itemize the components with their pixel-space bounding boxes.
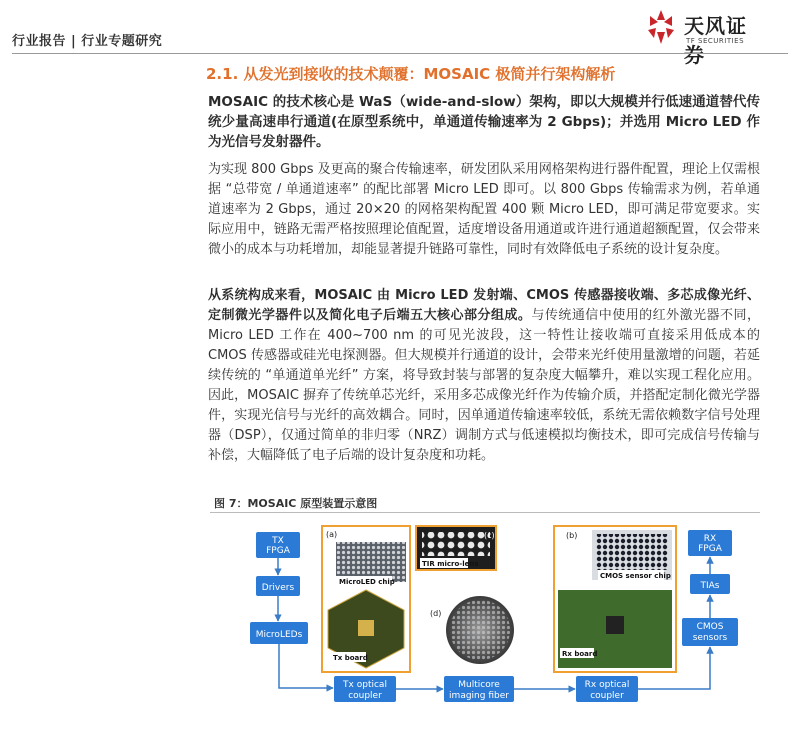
drivers-label: Drivers (261, 583, 295, 593)
svg-text:Tx optical: Tx optical (343, 680, 387, 690)
rx-coupler-block (576, 676, 638, 702)
microleds-block (250, 622, 308, 644)
svg-text:FPGA: FPGA (266, 546, 290, 556)
microled-chip-label: MicroLED chip (339, 578, 395, 586)
svg-text:coupler: coupler (590, 691, 624, 701)
svg-text:coupler: coupler (348, 691, 382, 701)
breadcrumb: 行业报告 | 行业专题研究 (12, 34, 163, 49)
logo-en-text: TF SECURITIES (686, 37, 745, 45)
tx-coupler-block (334, 676, 396, 702)
paragraph-1: MOSAIC 的技术核心是 WaS（wide-and-slow）架构，即以大规模并行低速通道替代传统少量高速串行通道(在原型系统中，单通道传输速率为 2 Gbps)；并选用 Micro LED 作为光信号发射器件。 (208, 94, 760, 150)
tias-label: TIAs (700, 581, 720, 591)
panel-d-label: (d) (430, 609, 442, 618)
svg-text:TX: TX (272, 536, 284, 546)
tir-lens-panel (416, 526, 496, 570)
paragraph-3-lead: 从系统构成来看，MOSAIC 由 Micro LED 发射端、CMOS 传感器接收端、多芯成像光纤、定制微光学器件以及简化电子后端五大核心部分组成。 (208, 288, 760, 323)
svg-text:sensors: sensors (692, 633, 728, 643)
fiber-block (444, 676, 514, 702)
figure-caption: 图 7：MOSAIC 原型装置示意图 (214, 497, 378, 510)
cmos-chip-label: CMOS sensor chip (600, 572, 671, 580)
header-divider (12, 53, 788, 54)
svg-text:RX: RX (703, 534, 717, 544)
panel-a-label: (a) (326, 530, 338, 539)
paragraph-3 (208, 286, 760, 466)
logo-mark-icon (644, 8, 678, 48)
fiber-image-panel (430, 596, 514, 664)
rx-fpga-block (688, 530, 732, 556)
panel-b-label: (b) (566, 531, 578, 540)
paragraph-2: 为实现 800 Gbps 及更高的聚合传输速率，研发团队采用网格架构进行器件配置，理论上仅需根据 “总带宽 / 单通道速率” 的配比部署 Micro LED 即可。以 800 Gbps 传输需求为例，若单通道速率为 2 Gbps，通过 20×20 的网格架构配置 400 颗 Micro LED，即可满足带宽要求。实际应用中，链路无需严格按照理论值配置，适度增设备用通道或许进行通道超额配置，仅会带来微小的成本与功耗增加，却能显著提升链路可靠性，同时有效降低电子系统的设计复杂度。 (208, 162, 760, 257)
paragraph-3-body: 与传统通信中使用的红外激光器不同，Micro LED 工作在 400~700 nm 的可见光波段，这一特性让接收端可直接采用低成本的 CMOS 传感器或硅光电探测器。但大规模并行通道的设计，会带来光纤使用量激增的问题，若延续传统的 “单通道单光纤” 方案，将导致封装与部署的复杂度大幅攀升，难以实现工程化应用。因此，MOSAIC 摒弃了传统单芯光纤，采用多芯成像光纤作为传输介质，并搭配定制化微光学器件，实现光信号与光纤的高效耦合。同时，因单通道传输速率较低，系统无需依赖数字信号处理器（DSP），仅通过简单的非归零（NRZ）调制方式与低速模拟均衡技术，即可完成信号传输与补偿，大幅降低了电子后端的设计复杂度和功耗。 (208, 308, 760, 463)
svg-text:Rx optical: Rx optical (584, 680, 630, 690)
section-title: 2.1. 从发光到接收的技术颠覆：MOSAIC 极简并行架构解析 (206, 65, 616, 83)
tias-block (690, 574, 730, 594)
microleds-label: MicroLEDs (255, 630, 303, 640)
drivers-block (256, 576, 300, 596)
tx-fpga-block (256, 532, 300, 558)
svg-text:Multicore: Multicore (458, 680, 500, 690)
tx-board-label: Tx board (333, 654, 368, 662)
tir-lens-label: TIR micro-lens (422, 560, 479, 568)
rx-board-label: Rx board (562, 650, 598, 658)
panel-c-label: (c) (484, 531, 495, 540)
cmos-sensors-block (682, 618, 738, 646)
logo-cn-text: 天风证券 (684, 14, 747, 67)
svg-text:CMOS: CMOS (696, 622, 724, 632)
page-header (0, 0, 800, 67)
company-logo (644, 6, 764, 67)
svg-text:imaging fiber: imaging fiber (449, 691, 509, 701)
rx-board-panel (554, 526, 676, 672)
figure-caption-divider (210, 512, 760, 513)
mosaic-prototype-diagram (236, 520, 760, 732)
svg-text:FPGA: FPGA (698, 544, 722, 554)
tx-board-panel (322, 526, 410, 672)
